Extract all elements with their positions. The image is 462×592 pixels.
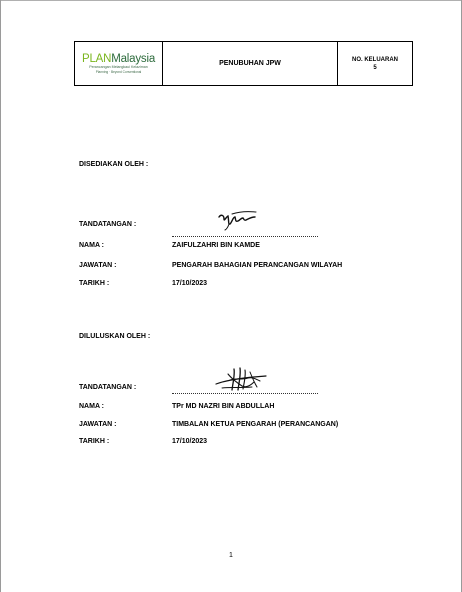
logo-tagline-en: Planning · Beyond Conventional [95, 70, 142, 74]
prepared-name-label: NAMA : [79, 242, 105, 249]
prepared-signature-label: TANDATANGAN : [79, 221, 137, 228]
document-title: PENUBUHAN JPW [163, 42, 338, 85]
planmalaysia-logo [75, 42, 163, 85]
approved-by-heading: DILULUSKAN OLEH : [79, 333, 151, 340]
logo-malaysia-text: Malaysia [111, 53, 156, 65]
prepared-by-heading: DISEDIAKAN OLEH : [79, 161, 149, 168]
issue-number-label: NO. KELUARAN [352, 56, 398, 63]
prepared-position-value: PENGARAH BAHAGIAN PERANCANGAN WILAYAH [172, 262, 343, 269]
prepared-signature-line [172, 236, 318, 237]
document-header-table [74, 41, 413, 86]
issue-number-value: 5 [373, 64, 377, 71]
approved-signature-label: TANDATANGAN : [79, 384, 137, 391]
prepared-position-label: JAWATAN : [79, 262, 117, 269]
approved-signature-image [210, 366, 272, 394]
approved-date-label: TARIKH : [79, 438, 110, 445]
page-number: 1 [229, 552, 233, 559]
prepared-date-label: TARIKH : [79, 280, 110, 287]
page-edge-top [0, 0, 462, 1]
approved-date-value: 17/10/2023 [172, 438, 208, 445]
prepared-date-value: 17/10/2023 [172, 280, 208, 287]
approved-position-value: TIMBALAN KETUA PENGARAH (PERANCANGAN) [172, 421, 339, 428]
page-edge-left [0, 0, 1, 592]
approved-name-value: TPr MD NAZRI BIN ABDULLAH [172, 403, 275, 410]
prepared-name-value: ZAIFULZAHRI BIN KAMDE [172, 242, 260, 249]
approved-position-label: JAWATAN : [79, 421, 117, 428]
issue-number-cell [338, 42, 412, 85]
prepared-signature-image [216, 208, 258, 232]
approved-signature-line [172, 393, 318, 394]
logo-wordmark [82, 53, 155, 65]
approved-name-label: NAMA : [79, 403, 105, 410]
logo-plan-text: PLAN [81, 53, 112, 65]
logo-tagline: Perancangan Melangkaui Kelaziman [89, 65, 148, 69]
